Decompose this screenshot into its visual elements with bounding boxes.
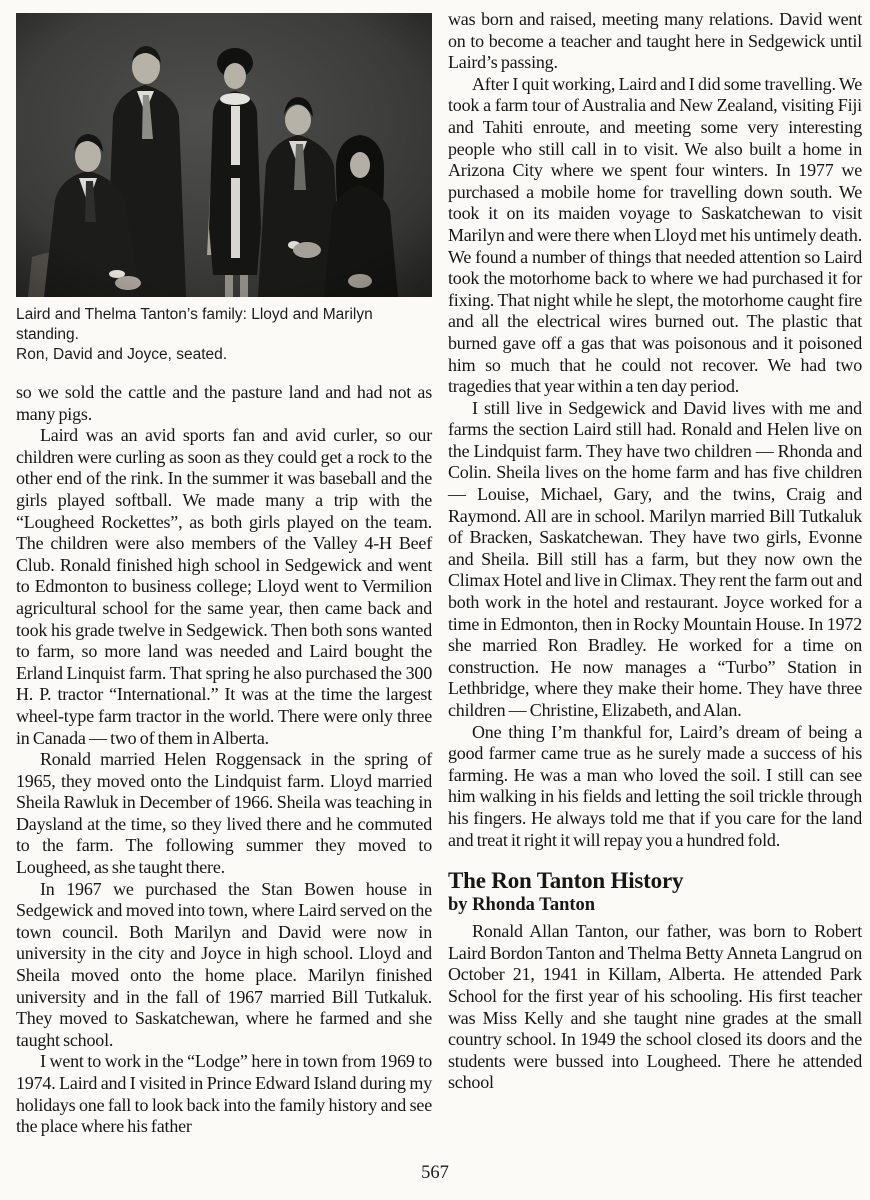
family-photo-illustration: [16, 13, 432, 297]
page-number: 567: [421, 1163, 449, 1183]
photo-vignette: [16, 13, 432, 297]
paragraph: After I quit working, Laird and I did some travelling. We took a farm tour of Australia and New Zealand, visiting Fiji and Tahiti enroute, and meeting some very interesting people who still call in to visit. We also built a home in Arizona City where we spent four winters. In 1977 we purchased a mobile home for travelling down south. We took it on its maiden voyage to Saskatchewan to visit Marilyn and were there when Lloyd met his untimely death. We found a number of things that needed attention so Laird took the motorhome back to where we had purchased it for fixing. That night while he slept, the motorhome caught fire and all the electrical wires burned out. The plastic that burned gave off a gas that was poisonous and it poisoned him so much that he could not recover. We had two tragedies that year within a ten day period.: [448, 73, 862, 397]
section-heading: The Ron Tanton History: [448, 868, 684, 894]
paragraph: I still live in Sedgewick and David lives with me and farms the section Laird still had. Ronald and Helen live on the Lindquist farm. They have two children — Rhonda and Colin. Sheila lives on the home farm and has five children — Louise, Michael, Gary, and the twins, Craig and Raymond. All are in school. Marilyn married Bill Tutkaluk of Bracken, Saskatchewan. They have two girls, Evonne and Sheila. Bill still has a farm, but they now own the Climax Hotel and live in Climax. They rent the farm out and both work in the hotel and restaurant. Joyce worked for a time in Edmonton, then in Rocky Mountain House. In 1972 she married Ron Bradley. He worked for a time on construction. He now manages a “Turbo” Station in Lethbridge, where they make their home. They have three children — Christine, Elizabeth, and Alan.: [448, 397, 862, 720]
family-photo: [16, 13, 432, 297]
paragraph: Ronald Allan Tanton, our father, was born to Robert Laird Bordon Tanton and Thelma Betty Anneta Langrud on October 21, 1941 in Killam, Alberta. He attended Park School for the first year of his schooling. His first teacher was Miss Kelly and she taught nine grades at the small country school. In 1949 the school closed its doors and the students were bussed into Lougheed. There he attended school: [448, 921, 862, 1093]
paragraph: Ronald married Helen Roggensack in the spring of 1965, they moved onto the Lindquist farm. Lloyd married Sheila Rawluk in December of 1966. Sheila was teaching in Daysland at the time, so they lived there and he commuted to the farm. The following summer they moved to Lougheed, as she taught there.: [16, 749, 432, 878]
paragraph: I went to work in the “Lodge” here in town from 1969 to 1974. Laird and I visited in Prince Edward Island during my holidays one fall to look back into the family history and see the place where his father: [16, 1051, 432, 1137]
photo-caption: [16, 305, 432, 365]
right-column-text: [448, 9, 862, 851]
left-column-text: [16, 382, 432, 1138]
family-photo-figure: [16, 13, 432, 365]
paragraph: In 1967 we purchased the Stan Bowen house in Sedgewick and moved into town, where Laird served on the town council. Both Marilyn and David were now in university in the city and Joyce in high school. Lloyd and Sheila moved onto the home place. Marilyn finished university and in the fall of 1967 married Bill Tutkaluk. They moved to Saskatchewan, where he farmed and she taught school.: [16, 878, 432, 1050]
paragraph-continuation: so we sold the cattle and the pasture land and had not as many pigs.: [16, 382, 432, 424]
left-column: [16, 13, 432, 1138]
right-column: [448, 9, 862, 1094]
photo-caption-line2: Ron, David and Joyce, seated.: [16, 346, 228, 363]
photo-caption-line1: Laird and Thelma Tanton’s family: Lloyd and Marilyn standing.: [16, 306, 373, 343]
section-body-text: [448, 921, 862, 1094]
paragraph-continuation: was born and raised, meeting many relations. David went on to become a teacher and taught here in Sedgewick until Laird’s passing.: [448, 9, 862, 73]
paragraph: Laird was an avid sports fan and avid curler, so our children were curling as soon as they could get a rock to the other end of the rink. In the summer it was baseball and the girls played softball. We made many a trip with the “Lougheed Rockettes”, as both girls played on the team. The children were also members of the Valley 4-H Beef Club. Ronald finished high school in Sedgewick and went to Edmonton to business college; Lloyd went to Vermilion agricultural school for the same year, then came back and took his grade twelve in Sedgewick. Then both sons wanted to farm, so more land was needed and Laird bought the Erland Linquist farm. That spring he also purchased the 300 H. P. tractor “International.” It was at the time the largest wheel-type farm tractor in the world. There were only three in Canada — two of them in Alberta.: [16, 425, 432, 748]
section-byline: by Rhonda Tanton: [448, 895, 596, 916]
paragraph: One thing I’m thankful for, Laird’s dream of being a good farmer came true as he surely made a success of his farming. He was a man who loved the soil. I still can see him walking in his fields and letting the soil trickle through his fingers. He always told me that if you care for the land and treat it right it will repay you a hundred fold.: [448, 721, 862, 850]
